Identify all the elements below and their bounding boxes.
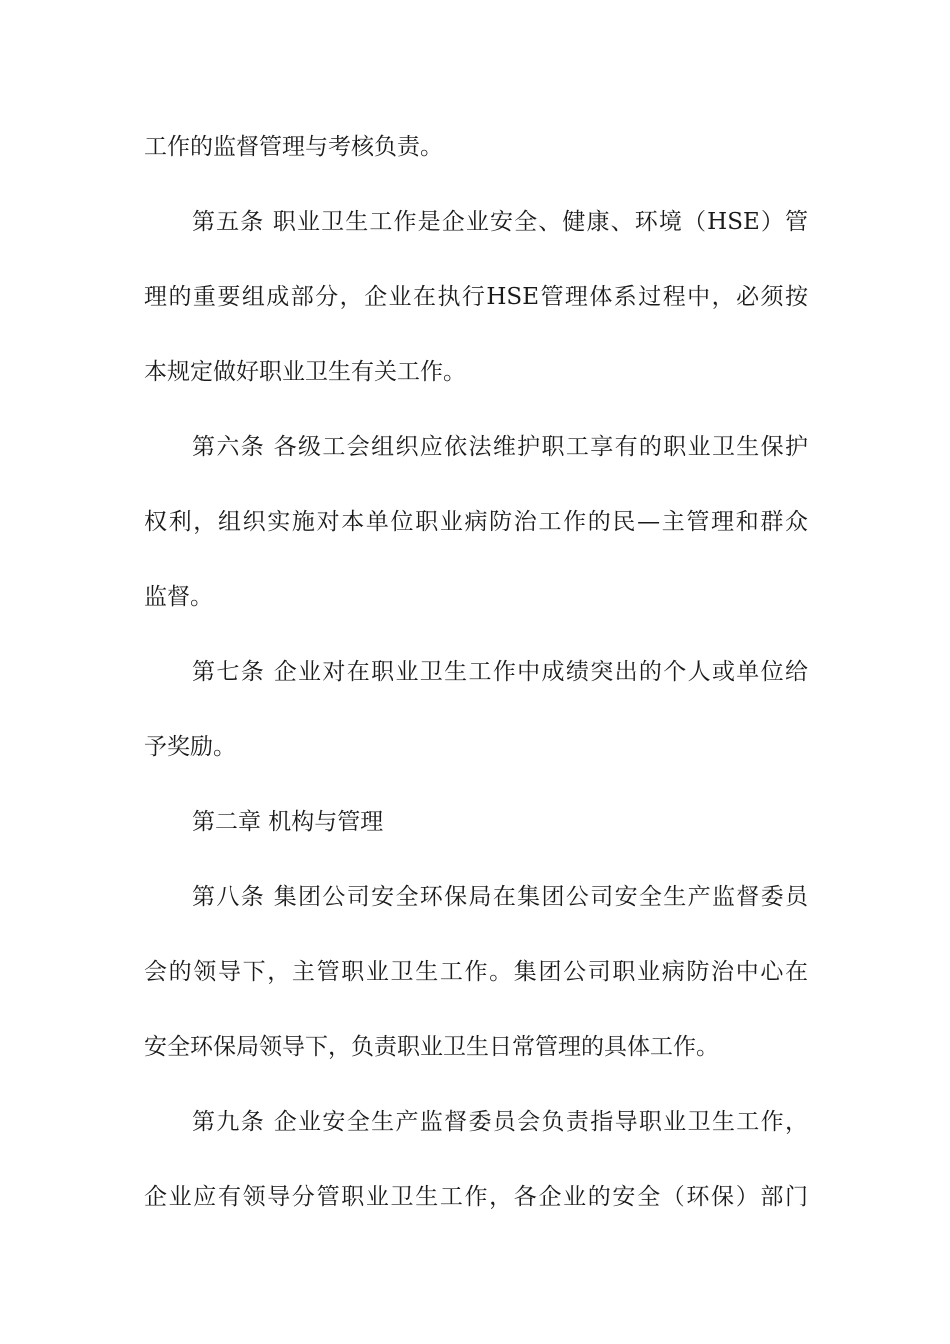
article-8-line-2: 会的领导下，主管职业卫生工作。集团公司职业病防治中心在 [144, 959, 808, 985]
article-7-line-1: 第七条 企业对在职业卫生工作中成绩突出的个人或单位给 [192, 659, 808, 685]
article-9-line-2: 企业应有领导分管职业卫生工作，各企业的安全（环保）部门 [144, 1184, 808, 1210]
article-8-line-1: 第八条 集团公司安全环保局在集团公司安全生产监督委员 [192, 884, 808, 910]
article-5-line-1: 第五条 职业卫生工作是企业安全、健康、环境（HSE）管 [192, 209, 808, 235]
article-6-line-2: 权利，组织实施对本单位职业病防治工作的民—主管理和群众 [144, 509, 808, 535]
article-7-line-2: 予奖励。 [144, 734, 236, 760]
text-line: 工作的监督管理与考核负责。 [144, 134, 443, 160]
chapter-2-heading: 第二章 机构与管理 [192, 809, 384, 835]
article-8-line-3: 安全环保局领导下，负责职业卫生日常管理的具体工作。 [144, 1034, 719, 1060]
article-5-line-2: 理的重要组成部分，企业在执行HSE管理体系过程中，必须按 [144, 284, 808, 310]
article-9-line-1: 第九条 企业安全生产监督委员会负责指导职业卫生工作， [192, 1109, 808, 1135]
document-body [144, 110, 808, 1235]
article-6-line-3: 监督。 [144, 584, 213, 610]
article-6-line-1: 第六条 各级工会组织应依法维护职工享有的职业卫生保护 [192, 434, 808, 460]
article-5-line-3: 本规定做好职业卫生有关工作。 [144, 359, 466, 385]
